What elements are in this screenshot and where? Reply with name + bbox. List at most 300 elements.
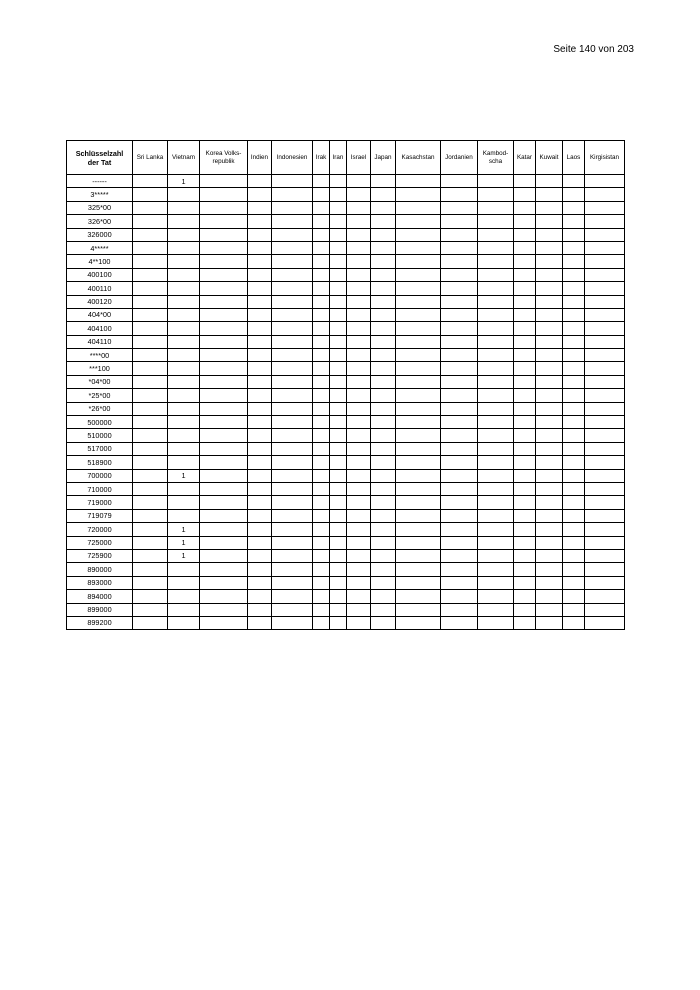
table-cell <box>396 282 441 295</box>
table-cell <box>536 536 563 549</box>
table-cell <box>371 282 396 295</box>
table-cell <box>441 228 478 241</box>
table-cell <box>313 429 330 442</box>
table-cell <box>313 523 330 536</box>
table-cell <box>248 268 272 281</box>
table-cell <box>585 215 625 228</box>
table-cell <box>371 482 396 495</box>
table-cell <box>168 228 200 241</box>
table-cell <box>248 442 272 455</box>
table-cell <box>441 590 478 603</box>
table-cell <box>272 188 313 201</box>
table-cell <box>514 201 536 214</box>
table-cell <box>396 241 441 254</box>
table-cell <box>313 402 330 415</box>
table-cell <box>347 295 371 308</box>
table-cell <box>514 322 536 335</box>
table-cell <box>272 509 313 522</box>
table-cell <box>248 255 272 268</box>
table-cell <box>396 536 441 549</box>
table-cell <box>200 616 248 629</box>
table-cell <box>200 201 248 214</box>
table-cell <box>347 188 371 201</box>
table-cell <box>330 175 347 188</box>
row-key: 326000 <box>67 228 133 241</box>
table-cell <box>133 402 168 415</box>
header-country <box>248 141 272 175</box>
table-cell <box>168 295 200 308</box>
table-cell <box>248 536 272 549</box>
table-cell <box>168 322 200 335</box>
table-cell <box>536 469 563 482</box>
table-cell <box>441 469 478 482</box>
table-cell <box>441 188 478 201</box>
table-cell <box>396 496 441 509</box>
table-cell <box>200 496 248 509</box>
row-key: 400110 <box>67 282 133 295</box>
table-cell <box>371 616 396 629</box>
table-cell <box>536 335 563 348</box>
table-cell <box>478 563 514 576</box>
header-country <box>133 141 168 175</box>
table-cell <box>133 175 168 188</box>
table-cell <box>536 349 563 362</box>
table-cell <box>536 282 563 295</box>
table-row <box>67 362 625 375</box>
table-cell <box>585 442 625 455</box>
table-cell <box>313 576 330 589</box>
table-cell <box>272 616 313 629</box>
table-cell <box>272 590 313 603</box>
table-cell <box>396 335 441 348</box>
row-key: 899200 <box>67 616 133 629</box>
table-cell <box>347 549 371 562</box>
table-cell <box>514 228 536 241</box>
table-row <box>67 268 625 281</box>
table-row <box>67 375 625 388</box>
table-cell <box>441 335 478 348</box>
header-country-label: Indien <box>250 153 269 161</box>
table-cell <box>330 563 347 576</box>
table-cell <box>478 188 514 201</box>
table-row <box>67 255 625 268</box>
table-cell <box>168 335 200 348</box>
table-cell <box>563 215 585 228</box>
table-cell <box>478 616 514 629</box>
table-cell <box>330 201 347 214</box>
table-cell <box>347 416 371 429</box>
table-cell <box>396 228 441 241</box>
table-cell <box>478 375 514 388</box>
table-cell <box>585 241 625 254</box>
table-cell <box>313 590 330 603</box>
row-key: *25*00 <box>67 389 133 402</box>
table-cell <box>313 349 330 362</box>
table-cell <box>330 509 347 522</box>
table-cell <box>330 241 347 254</box>
table-cell <box>585 228 625 241</box>
header-country <box>563 141 585 175</box>
table-cell <box>563 496 585 509</box>
table-cell <box>272 349 313 362</box>
table-cell <box>563 616 585 629</box>
table-cell <box>272 536 313 549</box>
table-cell <box>536 616 563 629</box>
table-cell <box>200 429 248 442</box>
table-cell <box>330 590 347 603</box>
table-cell <box>347 175 371 188</box>
table-cell <box>478 201 514 214</box>
table-cell <box>248 295 272 308</box>
table-cell <box>536 563 563 576</box>
table-cell <box>313 549 330 562</box>
table-cell <box>133 282 168 295</box>
row-key: 400100 <box>67 268 133 281</box>
table-cell <box>585 523 625 536</box>
table-cell <box>248 576 272 589</box>
table-cell <box>248 322 272 335</box>
table-cell <box>585 496 625 509</box>
table-cell <box>514 215 536 228</box>
table-cell <box>563 335 585 348</box>
table-cell <box>133 228 168 241</box>
table-cell <box>563 590 585 603</box>
table-cell <box>248 228 272 241</box>
table-cell <box>536 416 563 429</box>
table-cell <box>313 295 330 308</box>
table-cell <box>514 563 536 576</box>
table-cell <box>248 456 272 469</box>
table-cell <box>133 308 168 321</box>
row-key: 510000 <box>67 429 133 442</box>
row-key: 894000 <box>67 590 133 603</box>
row-key: 400120 <box>67 295 133 308</box>
table-cell <box>585 201 625 214</box>
table-cell <box>441 375 478 388</box>
table-cell <box>133 389 168 402</box>
table-cell <box>396 402 441 415</box>
header-country-label: Irak <box>315 153 327 161</box>
table-cell <box>200 590 248 603</box>
table-cell <box>396 255 441 268</box>
table-cell <box>133 509 168 522</box>
table-row <box>67 295 625 308</box>
table-cell: 1 <box>168 523 200 536</box>
table-cell <box>514 188 536 201</box>
table-cell <box>272 335 313 348</box>
table-row <box>67 429 625 442</box>
table-cell <box>514 175 536 188</box>
table-cell <box>585 188 625 201</box>
table-cell <box>347 362 371 375</box>
table-cell <box>272 241 313 254</box>
table-cell <box>330 603 347 616</box>
table-cell <box>133 616 168 629</box>
row-key: 404*00 <box>67 308 133 321</box>
header-country <box>371 141 396 175</box>
table-cell <box>441 616 478 629</box>
table-row <box>67 201 625 214</box>
table-cell <box>313 616 330 629</box>
table-cell <box>478 241 514 254</box>
table-cell <box>563 241 585 254</box>
table-cell <box>248 549 272 562</box>
row-key: 326*00 <box>67 215 133 228</box>
table-cell <box>396 349 441 362</box>
header-row <box>67 141 625 175</box>
table-cell <box>536 215 563 228</box>
header-key-column <box>67 141 133 175</box>
table-cell <box>272 268 313 281</box>
table-cell <box>585 603 625 616</box>
table-cell <box>248 563 272 576</box>
table-cell <box>200 295 248 308</box>
table-cell <box>441 255 478 268</box>
table-cell <box>272 215 313 228</box>
header-country <box>585 141 625 175</box>
row-key: ------ <box>67 175 133 188</box>
table-row <box>67 175 625 188</box>
table-cell <box>330 362 347 375</box>
table-cell <box>585 563 625 576</box>
table-cell <box>272 362 313 375</box>
table-cell <box>441 442 478 455</box>
table-cell <box>478 255 514 268</box>
table-cell <box>200 456 248 469</box>
table-cell <box>347 228 371 241</box>
table-cell <box>585 295 625 308</box>
table-cell <box>396 482 441 495</box>
table-cell <box>272 322 313 335</box>
table-cell <box>441 282 478 295</box>
table-cell <box>200 442 248 455</box>
table-cell <box>371 442 396 455</box>
table-cell <box>536 322 563 335</box>
table-cell <box>371 322 396 335</box>
row-key: 404100 <box>67 322 133 335</box>
table-cell <box>478 389 514 402</box>
table-cell <box>396 308 441 321</box>
table-cell <box>330 523 347 536</box>
table-cell <box>248 389 272 402</box>
table-cell <box>168 268 200 281</box>
table-cell <box>200 603 248 616</box>
table-cell <box>200 241 248 254</box>
table-cell <box>371 335 396 348</box>
table-cell <box>536 523 563 536</box>
table-cell <box>200 175 248 188</box>
table-row <box>67 228 625 241</box>
table-cell <box>371 255 396 268</box>
table-cell <box>563 402 585 415</box>
table-cell <box>200 549 248 562</box>
table-cell <box>330 389 347 402</box>
table-cell <box>168 402 200 415</box>
row-key: 725000 <box>67 536 133 549</box>
table-cell <box>347 375 371 388</box>
table-cell <box>248 416 272 429</box>
table-cell <box>478 295 514 308</box>
table-cell <box>441 402 478 415</box>
header-country <box>200 141 248 175</box>
table-cell <box>313 389 330 402</box>
table-cell: 1 <box>168 549 200 562</box>
table-cell <box>313 362 330 375</box>
table-cell <box>133 496 168 509</box>
table-cell <box>585 536 625 549</box>
header-country-label: Israel <box>350 153 367 161</box>
table-cell <box>563 201 585 214</box>
table-cell <box>168 389 200 402</box>
table-cell <box>536 228 563 241</box>
table-cell <box>330 282 347 295</box>
table-cell <box>313 228 330 241</box>
table-cell <box>563 362 585 375</box>
table-cell <box>347 215 371 228</box>
table-cell <box>441 308 478 321</box>
table-cell <box>396 215 441 228</box>
table-cell <box>441 429 478 442</box>
table-cell <box>330 496 347 509</box>
table-cell <box>563 255 585 268</box>
table-cell <box>133 482 168 495</box>
table-cell <box>371 402 396 415</box>
table-cell <box>396 590 441 603</box>
table-cell <box>200 576 248 589</box>
table-cell <box>585 375 625 388</box>
table-cell <box>563 308 585 321</box>
table-cell <box>248 375 272 388</box>
table-cell <box>478 590 514 603</box>
table-cell <box>313 536 330 549</box>
table-cell <box>272 255 313 268</box>
table-row <box>67 241 625 254</box>
table-cell <box>168 442 200 455</box>
table-cell <box>478 335 514 348</box>
row-key: ***100 <box>67 362 133 375</box>
table-cell <box>478 215 514 228</box>
table-cell <box>133 349 168 362</box>
table-cell <box>347 496 371 509</box>
table-row <box>67 496 625 509</box>
table-cell <box>371 429 396 442</box>
header-country-label: Korea Volks- <box>205 149 242 157</box>
table-cell <box>536 496 563 509</box>
row-key: 500000 <box>67 416 133 429</box>
table-cell <box>536 255 563 268</box>
table-cell <box>514 241 536 254</box>
table-cell <box>248 215 272 228</box>
table-cell <box>248 429 272 442</box>
table-cell <box>313 442 330 455</box>
table-row <box>67 282 625 295</box>
table-cell <box>478 175 514 188</box>
table-cell <box>514 389 536 402</box>
table-cell <box>441 576 478 589</box>
table-row <box>67 442 625 455</box>
row-key: 4***** <box>67 241 133 254</box>
table-cell <box>478 523 514 536</box>
header-country <box>272 141 313 175</box>
table-cell <box>371 201 396 214</box>
table-cell <box>441 416 478 429</box>
table-cell <box>330 429 347 442</box>
table-cell <box>371 175 396 188</box>
table-cell <box>536 482 563 495</box>
table-cell <box>272 442 313 455</box>
table-cell <box>313 308 330 321</box>
table-cell <box>347 536 371 549</box>
table-cell <box>514 349 536 362</box>
header-country-label: Katar <box>516 153 533 161</box>
table-cell <box>313 241 330 254</box>
table-cell <box>441 549 478 562</box>
row-key: 725900 <box>67 549 133 562</box>
table-row <box>67 523 625 536</box>
row-key: 700000 <box>67 469 133 482</box>
table-cell <box>168 375 200 388</box>
table-row <box>67 308 625 321</box>
table-cell <box>168 482 200 495</box>
table-cell <box>441 523 478 536</box>
table-cell <box>371 295 396 308</box>
table-cell <box>272 469 313 482</box>
table-cell <box>478 536 514 549</box>
table-cell <box>313 322 330 335</box>
table-cell <box>478 603 514 616</box>
table-cell <box>371 308 396 321</box>
header-country-label: republik <box>212 157 235 165</box>
header-country <box>441 141 478 175</box>
table-cell <box>441 215 478 228</box>
row-key: ****00 <box>67 349 133 362</box>
table-cell <box>514 416 536 429</box>
row-key: 893000 <box>67 576 133 589</box>
table-cell <box>347 389 371 402</box>
table-cell <box>200 509 248 522</box>
table-cell <box>347 442 371 455</box>
table-cell <box>396 469 441 482</box>
table-cell <box>396 362 441 375</box>
table-cell <box>514 482 536 495</box>
table-cell <box>347 349 371 362</box>
table-cell <box>563 442 585 455</box>
table-cell <box>133 576 168 589</box>
table-cell <box>396 563 441 576</box>
table-cell <box>200 469 248 482</box>
table-cell <box>536 549 563 562</box>
table-cell <box>514 402 536 415</box>
table-cell <box>200 188 248 201</box>
table-cell <box>347 509 371 522</box>
table-row <box>67 536 625 549</box>
table-cell <box>536 201 563 214</box>
table-cell <box>585 616 625 629</box>
table-cell <box>396 523 441 536</box>
table-cell <box>585 482 625 495</box>
table-cell <box>200 228 248 241</box>
header-country-label: Kuwait <box>539 153 559 161</box>
table-cell <box>248 469 272 482</box>
table-cell <box>514 429 536 442</box>
table-cell <box>563 322 585 335</box>
table-row <box>67 322 625 335</box>
table-cell <box>514 469 536 482</box>
table-cell <box>478 576 514 589</box>
table-cell <box>536 375 563 388</box>
table-cell <box>272 201 313 214</box>
table-row <box>67 188 625 201</box>
